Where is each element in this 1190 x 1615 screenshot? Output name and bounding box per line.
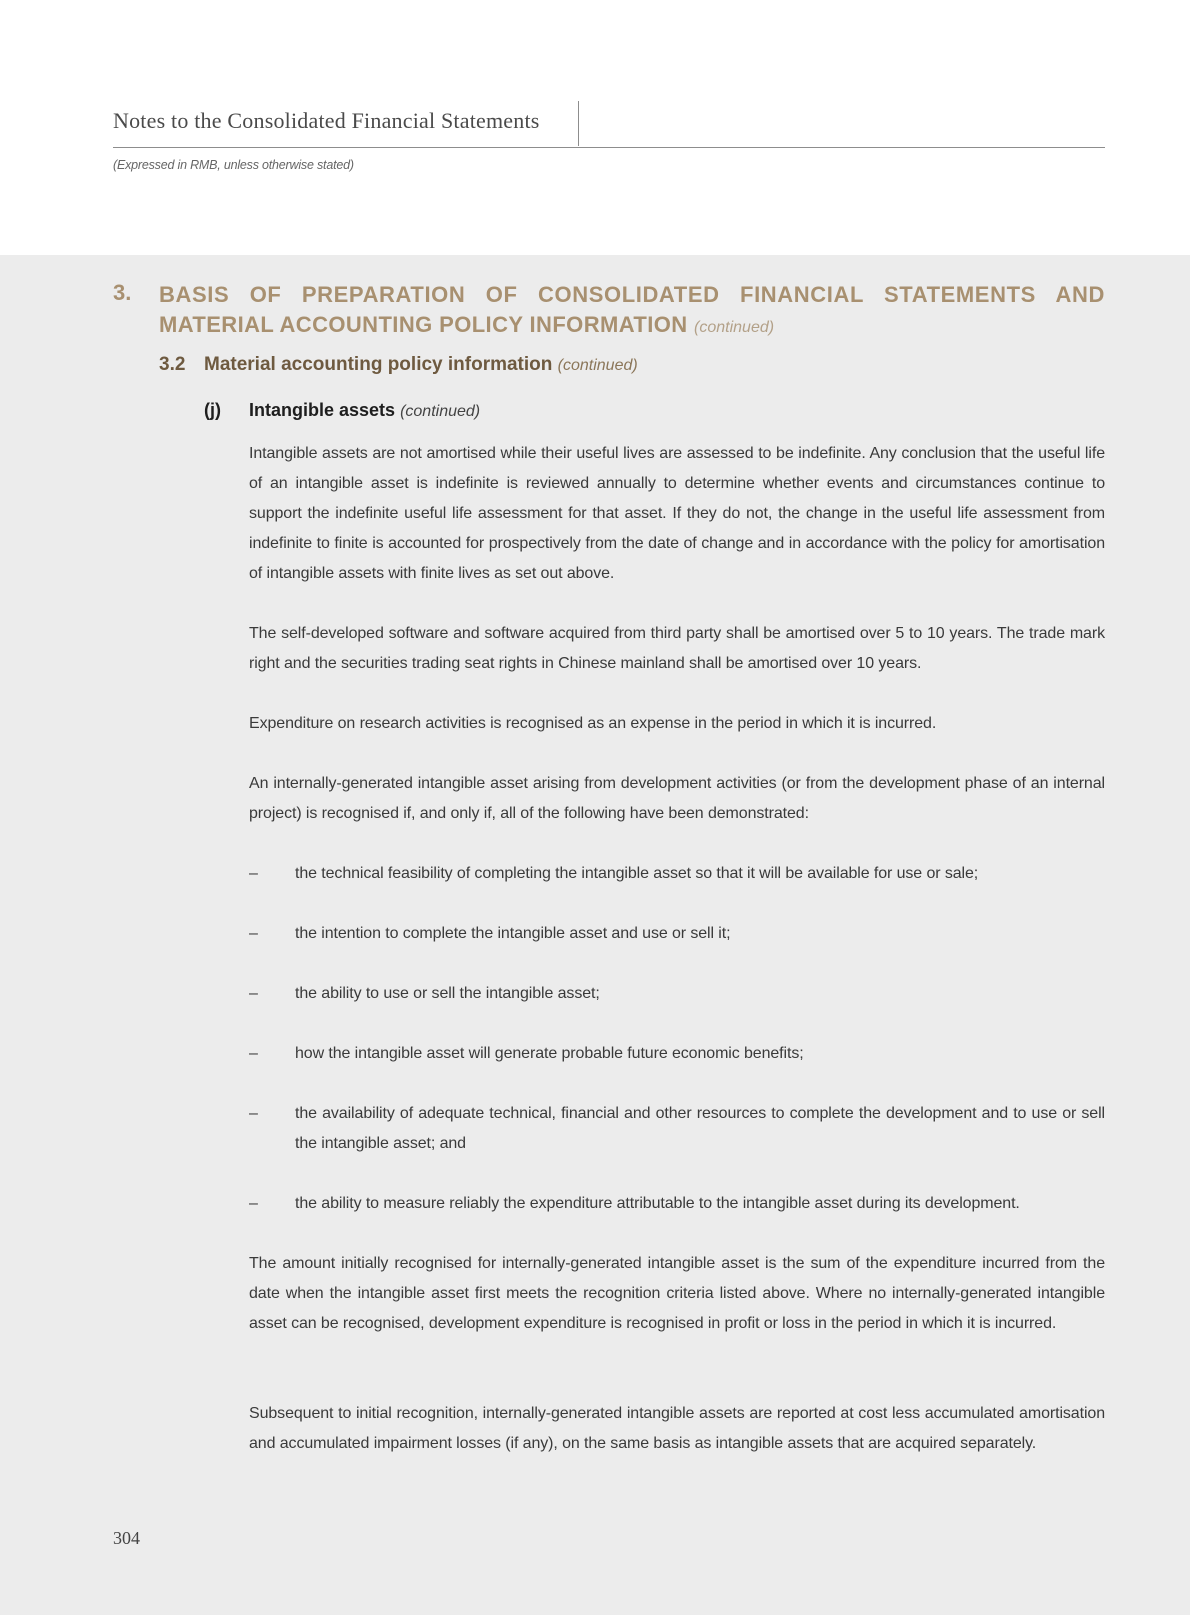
item-label: (j) [204, 400, 221, 420]
paragraph-development-recognition: An internally-generated intangible asset arising from development activities (or from the development phase of an internal project) is recognised if, and only if, all of the following have been demonstrated: [249, 775, 1105, 822]
bullet-marker: – [249, 925, 258, 942]
page-number: 304 [113, 1528, 140, 1548]
section-title-text: MATERIAL ACCOUNTING POLICY INFORMATION [159, 312, 688, 337]
subsection-title [204, 354, 638, 376]
bullet-item: how the intangible asset will generate probable future economic benefits; [295, 1045, 804, 1062]
subsection-number: 3.2 [159, 354, 186, 375]
subsection-title-text: Material accounting policy information [204, 354, 553, 375]
section-title-line1: BASIS OF PREPARATION OF CONSOLIDATED FINANCIAL STATEMENTS AND [159, 282, 1105, 307]
bullet-marker: – [249, 985, 258, 1002]
bullet-marker: – [249, 1195, 258, 1212]
bullet-item: the availability of adequate technical, financial and other resources to complete the development and to use or sell the intangible asset; and [295, 1105, 1105, 1152]
bullet-marker: – [249, 1105, 258, 1122]
paragraph-research-expenditure: Expenditure on research activities is recognised as an expense in the period in which it is incurred. [249, 715, 937, 732]
page-header-area [0, 0, 1190, 255]
bullet-item: the technical feasibility of completing the intangible asset so that it will be available for use or sale; [295, 865, 979, 882]
subsection-continued: (continued) [557, 357, 638, 374]
section-title-line2 [159, 310, 774, 343]
paragraph-initial-recognition: The amount initially recognised for internally-generated intangible asset is the sum of the expenditure incurred from the date when the intangible asset first meets the recognition criteria listed above. Where no internally-generated intangible asset can be recognised, development expenditure is recognised in profit or loss in the period in which it is incurred. [249, 1255, 1105, 1332]
item-title [249, 400, 480, 421]
bullet-item: the ability to measure reliably the expenditure attributable to the intangible asset during its development. [295, 1195, 1020, 1212]
paragraph-subsequent-recognition: Subsequent to initial recognition, internally-generated intangible assets are reported at cost less accumulated amortisation and accumulated impairment losses (if any), on the same basis as intangible assets that are acquired separately. [249, 1405, 1105, 1452]
header-title: Notes to the Consolidated Financial Statements [113, 108, 540, 133]
section-continued: (continued) [694, 319, 775, 336]
bullet-marker: – [249, 865, 258, 882]
bullet-item: the intention to complete the intangible asset and use or sell it; [295, 925, 731, 942]
currency-note: (Expressed in RMB, unless otherwise stated) [113, 158, 354, 172]
bullet-item: the ability to use or sell the intangible asset; [295, 985, 600, 1002]
header-rule [113, 147, 1105, 148]
header-divider-vertical [578, 101, 579, 146]
bullet-marker: – [249, 1045, 258, 1062]
section-number: 3. [113, 280, 132, 305]
item-title-text: Intangible assets [249, 400, 396, 420]
paragraph-indefinite-lives: Intangible assets are not amortised while their useful lives are assessed to be indefinite. Any conclusion that the useful life of an intangible asset is indefinite is reviewed annually to determine whether events and circumstances continue to support the indefinite useful life assessment for that asset. If they do not, the change in the useful life assessment from indefinite to finite is accounted for prospectively from the date of change and in accordance with the policy for amortisation of intangible assets with finite lives as set out above. [249, 445, 1105, 582]
paragraph-amortisation-periods: The self-developed software and software acquired from third party shall be amortised over 5 to 10 years. The trade mark right and the securities trading seat rights in Chinese mainland shall be amortised over 10 years. [249, 625, 1105, 672]
item-continued: (continued) [400, 403, 481, 420]
